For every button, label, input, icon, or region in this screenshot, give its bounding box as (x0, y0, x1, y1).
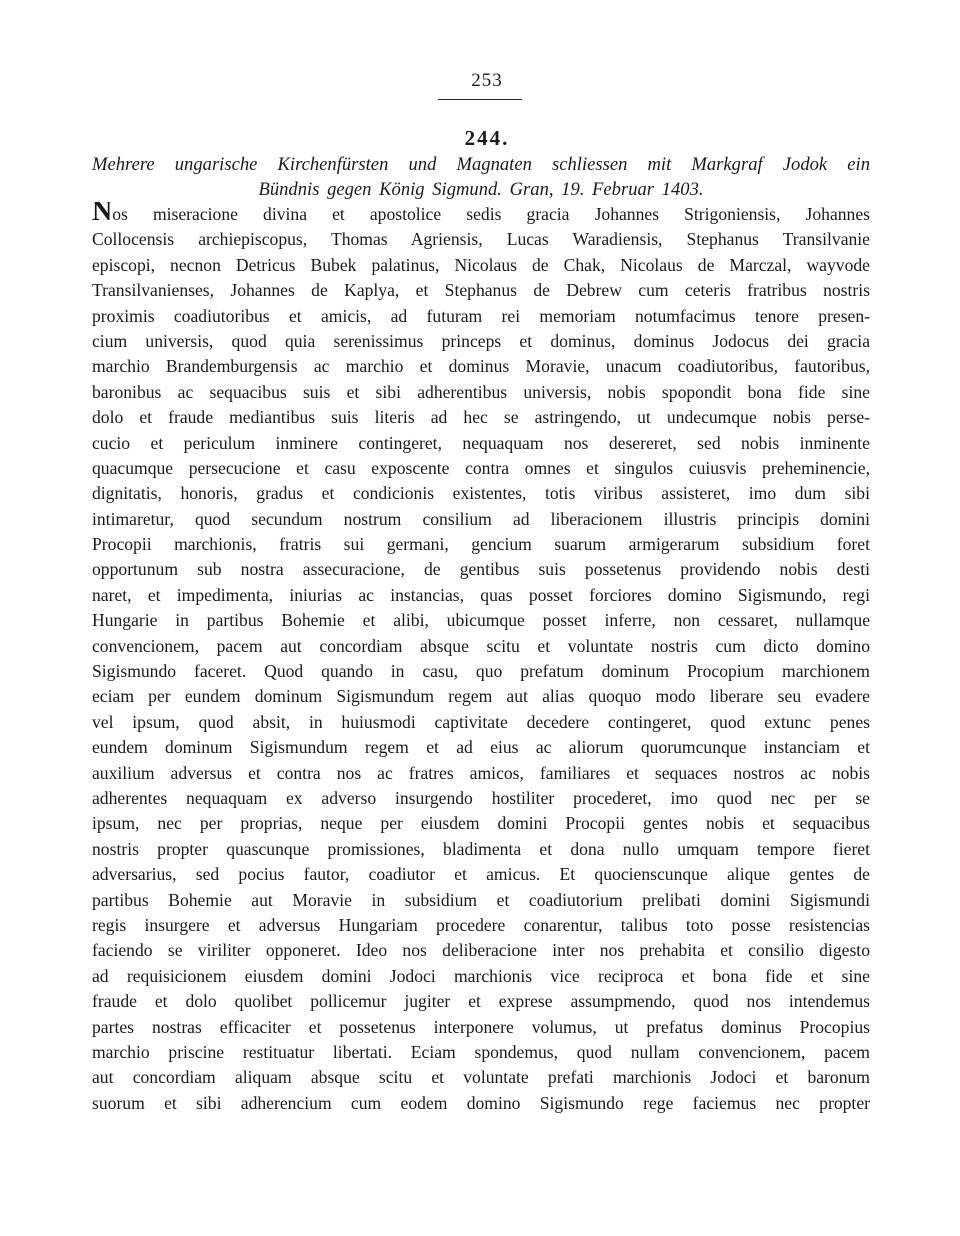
body-line: episcopi, necnon Detricus Bubek palatinus, Nicolaus de Chak, Nicolaus de Marczal, wayvode (92, 254, 870, 275)
document-body (92, 202, 870, 1116)
document-title-line-1: Mehrere ungarische Kirchenfürsten und Magnaten schliessen mit Markgraf Jodok ein (92, 154, 870, 175)
first-line-text: os miseracione divina et apostolice sedis gracia Johannes Strigoniensis, Johannes (112, 204, 870, 224)
body-line: eciam per eundem dominum Sigismundum regem aut alias quoquo modo liberare seu evadere (92, 686, 870, 707)
body-line: ad requisicionem eiusdem domini Jodoci marchionis vice reciproca et bona fide et sine (92, 965, 870, 986)
body-line: opportunum sub nostra assecuracione, de gentibus suis possetenus providendo nobis desti (92, 559, 870, 580)
body-line: dignitatis, honoris, gradus et condicionis existentes, totis viribus assisteret, imo dum sibi (92, 483, 870, 504)
body-line: partibus Bohemie aut Moravie in subsidium et coadiutorium prelibati domini Sigismundi (92, 889, 870, 910)
body-line: cium universis, quod quia serenissimus princeps et dominus, dominus Jodocus dei gracia (92, 330, 870, 351)
body-line: regis insurgere et adversus Hungariam procedere conarentur, talibus toto posse resistencias (92, 914, 870, 935)
document-page (92, 70, 870, 1116)
body-line-first (92, 202, 870, 227)
body-line: naret, et impedimenta, iniurias ac instancias, quas posset forciores domino Sigismundo, regi (92, 584, 870, 605)
document-title (92, 152, 870, 202)
body-line: vel ipsum, quod absit, in huiusmodi captivitate decedere contingeret, quod extunc penes (92, 711, 870, 732)
body-line: baronibus ac sequacibus suis et sibi adherentibus universis, nobis spopondit bona fide sine (92, 381, 870, 402)
body-line: marchio Brandemburgensis ac marchio et dominus Moravie, unacum coadiutoribus, fautoribus, (92, 356, 870, 377)
body-line: auxilium adversus et contra nos ac fratres amicos, familiares et sequaces nostros ac nobis (92, 762, 870, 783)
body-line: suorum et sibi adherencium cum eodem domino Sigismundo rege faciemus nec propter (92, 1092, 870, 1113)
body-line: adversarius, sed pocius fautor, coadiutor et amicus. Et quocienscunque alique gentes de (92, 864, 870, 885)
body-line: ipsum, nec per proprias, neque per eiusdem domini Procopii gentes nobis et sequacibus (92, 813, 870, 834)
body-line: marchio priscine restituatur libertati. Eciam spondemus, quod nullam convencionem, pacem (92, 1041, 870, 1062)
body-line: Hungarie in partibus Bohemie et alibi, ubicumque posset inferre, non cessaret, nullamque (92, 610, 870, 631)
body-line: fraude et dolo quolibet pollicemur jugiter et exprese assumpmendo, quod nos intendemus (92, 991, 870, 1012)
page-number: 253 (471, 70, 503, 91)
initial-letter: N (92, 202, 113, 227)
body-line: eundem dominum Sigismundum regem et ad eius ac aliorum quorumcunque instanciam et (92, 737, 870, 758)
body-line: dolo et fraude mediantibus suis literis ad hec se astringendo, ut undecumque nobis perse- (92, 407, 870, 428)
body-line: faciendo se viriliter opponeret. Ideo nos deliberacione inter nos prehabita et consilio digesto (92, 940, 870, 961)
body-line: proximis coadiutoribus et amicis, ad futuram rei memoriam notumfacimus tenore presen- (92, 305, 870, 326)
body-line: nostris propter quascunque promissiones, bladimenta et dona nullo umquam tempore fieret (92, 838, 870, 859)
body-line: Sigismundo faceret. Quod quando in casu, quo prefatum dominum Procopium marchionem (92, 661, 870, 682)
body-line: convencionem, pacem aut concordiam absque scitu et voluntate nostris cum dicto domino (92, 635, 870, 656)
body-line: quacumque persecucione et casu exposcente contra omnes et singulos cuiusvis preheminencie, (92, 457, 870, 478)
body-line: partes nostras efficaciter et possetenus interponere volumus, ut prefatus dominus Procopius (92, 1016, 870, 1037)
body-line: Transilvanienses, Johannes de Kaplya, et Stephanus de Debrew cum ceteris fratribus nostris (92, 280, 870, 301)
page-number-rule (438, 99, 522, 100)
document-number: 244. (464, 126, 510, 150)
body-line: Procopii marchionis, fratris sui germani, gencium suarum armigerarum subsidium foret (92, 534, 870, 555)
body-line: intimaretur, quod secundum nostrum consilium ad liberacionem illustris principis domini (92, 508, 870, 529)
body-line: aut concordiam aliquam absque scitu et voluntate prefati marchionis Jodoci et baronum (92, 1067, 870, 1088)
document-title-line-2: Bündnis gegen König Sigmund. Gran, 19. Februar 1403. (258, 179, 704, 200)
body-line: Collocensis archiepiscopus, Thomas Agriensis, Lucas Waradiensis, Stephanus Transilvanie (92, 229, 870, 250)
body-line: adherentes nequaquam ex adverso insurgendo hostiliter procederet, imo quod nec per se (92, 787, 870, 808)
body-line: cucio et periculum inminere contingeret, nequaquam nos desereret, sed nobis inminente (92, 432, 870, 453)
